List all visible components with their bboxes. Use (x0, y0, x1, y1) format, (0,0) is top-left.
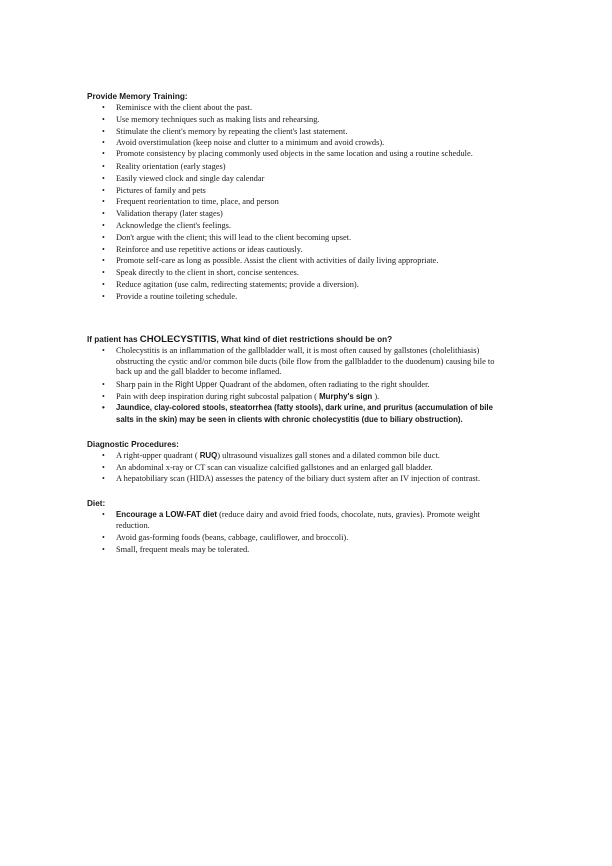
list-item (102, 391, 512, 403)
ruq-abbreviation: RUQ (199, 451, 218, 460)
memory-item-text: Acknowledge the client's feelings. (116, 220, 232, 230)
ruq-word-upper: pper (201, 379, 220, 389)
list-item (102, 232, 512, 244)
diet-list (102, 510, 512, 556)
list-item (102, 185, 512, 197)
cholecystitis-heading (87, 335, 392, 345)
cholecystitis-heading-suffix: , What kind of diet restrictions should be on? (216, 335, 393, 344)
memory-item-text: Pictures of family and pets (116, 185, 206, 195)
ruq-letter-u: U (195, 379, 202, 389)
ruq-ultrasound-prefix: A right-upper quadrant ( (116, 451, 200, 460)
small-meals-text: Small, frequent meals may be tolerated. (116, 545, 250, 555)
list-item (102, 346, 512, 378)
memory-training-list (102, 102, 512, 303)
memory-item-text: Don't argue with the client; this will lead to the client becoming upset. (116, 232, 352, 242)
list-item (102, 173, 512, 185)
cholecystitis-list (102, 346, 512, 426)
memory-item-text: Validation therapy (later stages) (116, 209, 223, 219)
memory-item-text: Provide a routine toileting schedule. (116, 291, 238, 301)
list-item (102, 291, 512, 303)
cholecystitis-heading-prefix: If patient has (87, 335, 140, 344)
low-fat-emphasis: Encourage a LOW-FAT diet (116, 510, 217, 519)
list-item (102, 220, 512, 232)
list-item (102, 196, 512, 208)
list-item (102, 267, 512, 279)
list-item (102, 114, 512, 126)
list-item (102, 149, 512, 160)
list-item (102, 402, 512, 426)
ruq-pain-suffix: uadrant of the abdomen, often radiating to the right shoulder. (225, 379, 430, 389)
ruq-ultrasound-suffix: ) ultrasound visualizes gall stones and a dilated common bile duct. (217, 451, 440, 460)
memory-item-text: Frequent reorientation to time, place, and person (116, 197, 279, 207)
list-item (102, 126, 512, 138)
memory-item-text: Stimulate the client's memory by repeating the client's last statement. (116, 126, 348, 136)
list-item (102, 544, 512, 556)
list-item (102, 279, 512, 291)
ruq-pain-prefix: Sharp pain in the (116, 379, 176, 389)
ruq-word-right: ight (180, 379, 196, 389)
list-item (102, 208, 512, 220)
list-item (102, 462, 512, 474)
murphy-suffix: ). (372, 391, 380, 401)
memory-item-text: Promote self-care as long as possible. Assist the client with activities of daily living appropriate. (116, 256, 439, 266)
ruq-letter-r: R (175, 379, 181, 389)
diagnostic-list (102, 450, 512, 485)
memory-item-text: Avoid overstimulation (keep noise and clutter to a minimum and avoid crowds). (116, 138, 385, 148)
memory-item-text: Reminisce with the client about the past. (116, 103, 253, 112)
low-fat-details: (reduce dairy and avoid fried foods, chocolate, nuts, gravies). Promote weight reduction. (116, 510, 481, 530)
memory-item-text: Easily viewed clock and single day calendar (116, 173, 265, 183)
memory-item-text: Reduce agitation (use calm, redirecting statements; provide a diversion). (116, 279, 359, 289)
list-item (102, 255, 512, 267)
diet-heading: Diet: (87, 499, 106, 508)
list-item (102, 244, 512, 256)
cholecystitis-heading-term: CHOLECYSTITIS (139, 334, 217, 345)
list-item (102, 474, 512, 485)
memory-item-text: Promote consistency by placing commonly used objects in the same location and using a routine schedule. (116, 149, 473, 159)
gas-forming-text: Avoid gas-forming foods (beans, cabbage, cauliflower, and broccoli). (116, 533, 349, 543)
list-item (102, 379, 512, 391)
hida-scan-text: A hepatobiliary scan (HIDA) assesses the patency of the biliary duct system after an IV injection of contrast. (116, 473, 481, 483)
list-item (102, 510, 512, 531)
list-item (102, 532, 512, 544)
murphys-sign: Murphy's sign (319, 391, 373, 401)
memory-item-text: Reality orientation (early stages) (116, 161, 226, 171)
chronic-signs: Jaundice, clay-colored stools, steatorrhea (fatty stools), dark urine, and pruritus (accumulation of bile salts in the skin) may be seen in clients with chronic cholecystitis (due to biliary obstruction). (116, 403, 493, 425)
list-item (102, 102, 512, 114)
memory-item-text: Use memory techniques such as making lists and rehearsing. (116, 114, 320, 124)
list-item (102, 161, 512, 173)
list-item (102, 450, 512, 462)
ruq-letter-q: Q (219, 379, 226, 389)
cholecystitis-definition: Cholecystitis is an inflammation of the gallbladder wall, it is most often caused by gallstones (cholelithiasis) obstructing the cystic and/or common bile ducts (bile flow from the gallbladder to the duodenum) causing bile to back up and the gall bladder to become inflamed. (116, 346, 495, 376)
diagnostic-heading: Diagnostic Procedures: (87, 440, 179, 449)
memory-training-heading: Provide Memory Training: (87, 92, 188, 101)
list-item (102, 137, 512, 149)
murphy-prefix: Pain with deep inspiration during right subcostal palpation ( (116, 391, 320, 401)
memory-item-text: Speak directly to the client in short, concise sentences. (116, 268, 299, 278)
xray-ct-text: An abdominal x-ray or CT scan can visualize calcified gallstones and an enlarged gall bladder. (116, 462, 433, 472)
memory-item-text: Reinforce and use repetitive actions or ideas cautiously. (116, 244, 303, 254)
